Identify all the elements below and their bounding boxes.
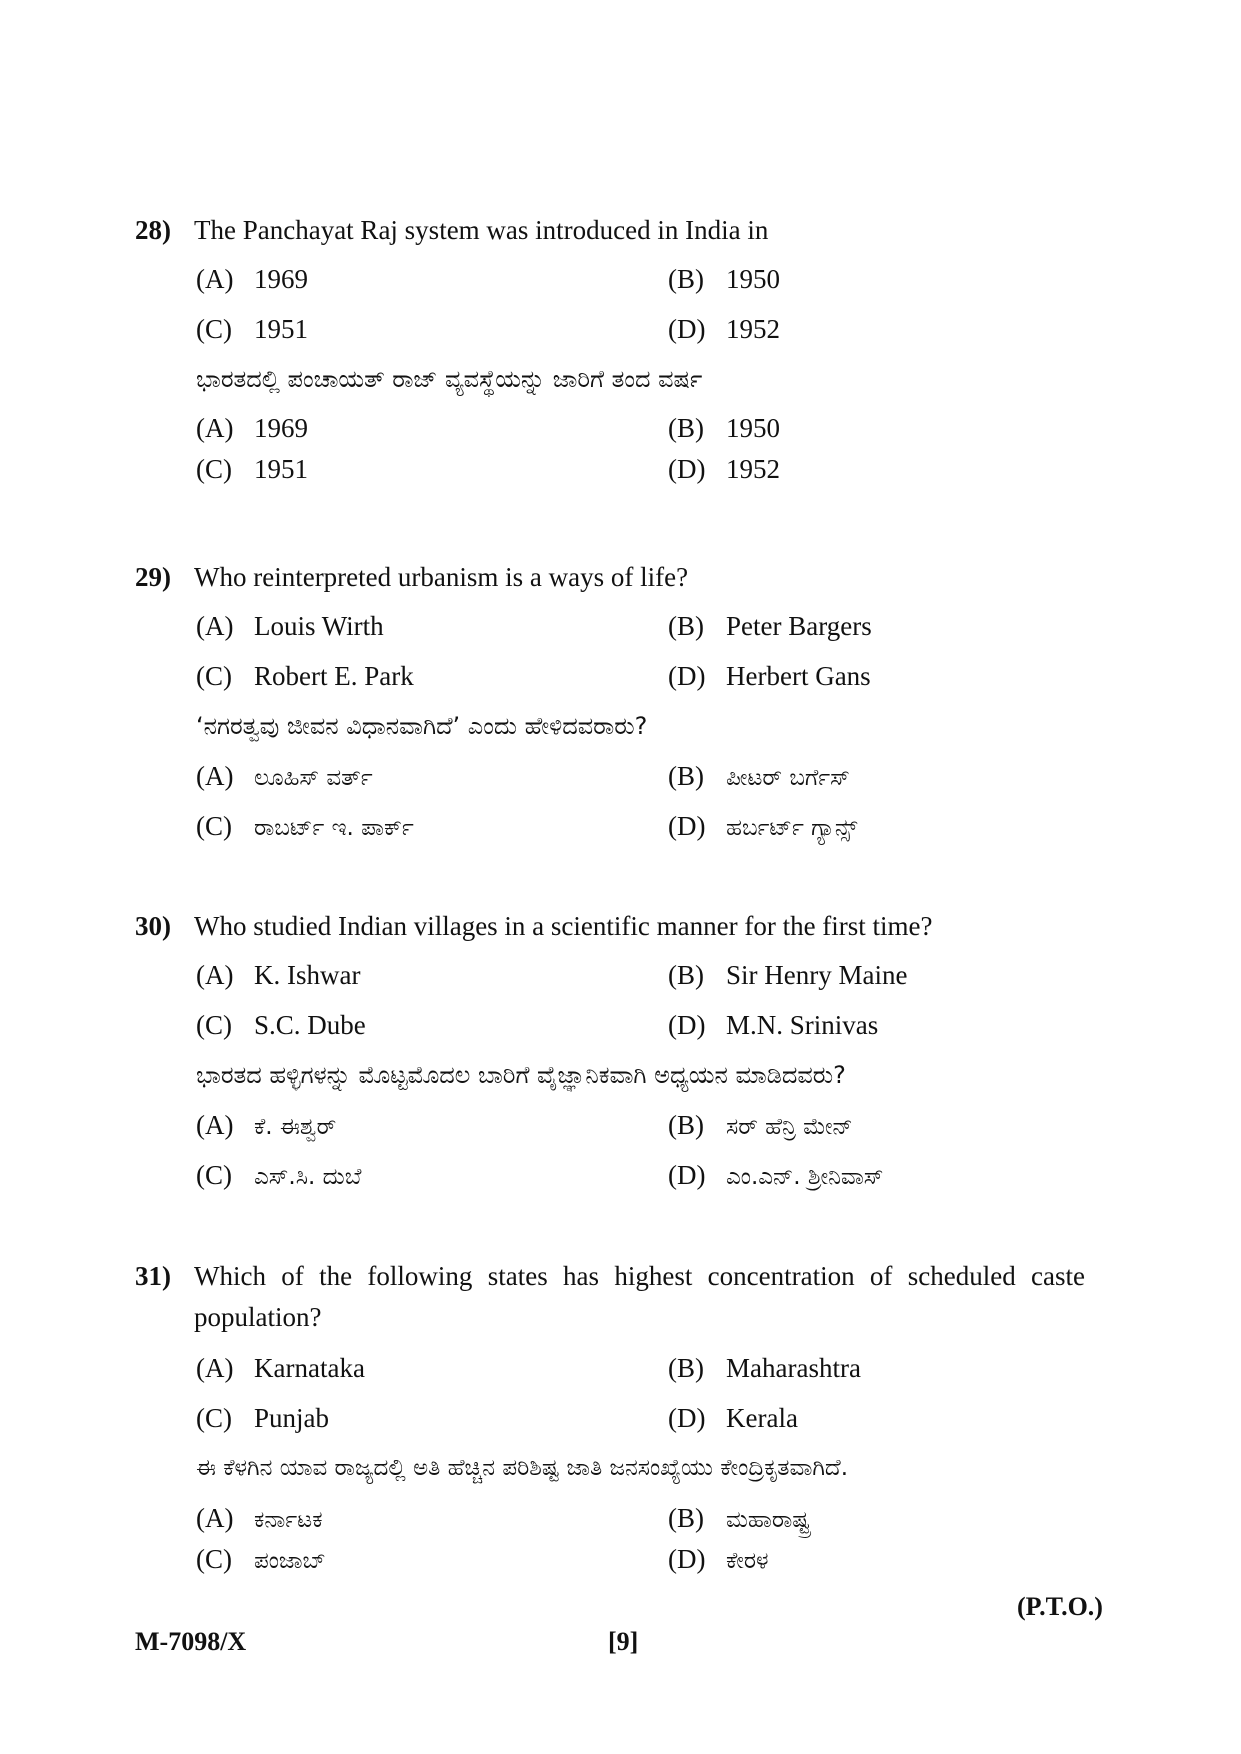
kannada-option-d: (D) ಎಂ.ಎನ್. ಶ್ರೀನಿವಾಸ್ — [668, 1160, 884, 1190]
option-b: (B) Maharashtra — [668, 1353, 861, 1383]
option-a: (A) Karnataka — [196, 1353, 365, 1383]
option-d: (D) Kerala — [668, 1403, 798, 1433]
question-text: The Panchayat Raj system was introduced in India in — [194, 215, 769, 245]
kannada-option-b: (B) ಸರ್ ಹೆನ್ರಿ ಮೇನ್ — [668, 1110, 853, 1140]
option-d: (D) M.N. Srinivas — [668, 1010, 879, 1040]
question-28 — [135, 213, 768, 247]
question-text: Which of the following states has highest concentration of scheduled caste population? — [194, 1261, 1085, 1332]
kannada-option-a: (A) ಕೆ. ಈಶ್ವರ್ — [196, 1110, 337, 1140]
kannada-question-text: ‘ನಗರತ್ವವು ಜೀವನ ವಿಧಾನವಾಗಿದೆ’ ಎಂದು ಹೇಳಿದವರಾರು? — [196, 712, 648, 740]
question-text: Who studied Indian villages in a scientific manner for the first time? — [194, 911, 933, 941]
option-b: (B) Sir Henry Maine — [668, 960, 908, 990]
paper-code: M-7098/X — [135, 1627, 247, 1656]
kannada-option-c: (C) ಪಂಜಾಬ್ — [196, 1544, 326, 1574]
option-d: (D) 1952 — [668, 314, 780, 344]
kannada-option-a: (A) ಕರ್ನಾಟಕ — [196, 1503, 323, 1533]
page-number: [9] — [608, 1627, 639, 1656]
kannada-option-c: (C) 1951 — [196, 454, 308, 484]
option-a: (A) K. Ishwar — [196, 960, 361, 990]
option-b: (B) Peter Bargers — [668, 611, 872, 641]
question-29 — [135, 560, 688, 594]
pto-note: (P.T.O.) — [1017, 1592, 1103, 1621]
kannada-option-d: (D) ಕೇರಳ — [668, 1544, 769, 1574]
question-number: 29) — [135, 562, 171, 592]
question-31 — [135, 1256, 1085, 1338]
kannada-option-b: (B) ಮಹಾರಾಷ್ಟ್ರ — [668, 1503, 811, 1533]
option-b: (B) 1950 — [668, 264, 780, 294]
kannada-option-c: (C) ಎಸ್.ಸಿ. ದುಬೆ — [196, 1160, 362, 1190]
option-c: (C) 1951 — [196, 314, 308, 344]
option-c: (C) Robert E. Park — [196, 661, 414, 691]
kannada-option-d: (D) ಹರ್ಬರ್ಟ್ ಗ್ಯಾನ್ಸ್ — [668, 811, 858, 841]
kannada-question-text: ಭಾರತದ ಹಳ್ಳಿಗಳನ್ನು ಮೊಟ್ಟಮೊದಲ ಬಾರಿಗೆ ವೈಜ್ಞಾನಿಕವಾಗಿ ಅಧ್ಯಯನ ಮಾಡಿದವರು? — [196, 1061, 846, 1089]
kannada-option-d: (D) 1952 — [668, 454, 780, 484]
option-a: (A) 1969 — [196, 264, 308, 294]
kannada-option-a: (A) 1969 — [196, 413, 308, 443]
option-c: (C) Punjab — [196, 1403, 330, 1433]
option-a: (A) Louis Wirth — [196, 611, 384, 641]
kannada-question-text: ಈ ಕೆಳಗಿನ ಯಾವ ರಾಜ್ಯದಲ್ಲಿ ಅತಿ ಹೆಚ್ಚಿನ ಪರಿಶಿಷ್ಟ ಜಾತಿ ಜನಸಂಖ್ಯೆಯು ಕೇಂದ್ರಿಕೃತವಾಗಿದೆ. — [196, 1455, 849, 1481]
option-c: (C) S.C. Dube — [196, 1010, 366, 1040]
kannada-option-b: (B) ಪೀಟರ್ ಬರ್ಗೆಸ್ — [668, 761, 850, 791]
question-text: Who reinterpreted urbanism is a ways of life? — [194, 562, 689, 592]
kannada-question-text: ಭಾರತದಲ್ಲಿ ಪಂಚಾಯತ್ ರಾಜ್ ವ್ಯವಸ್ಥೆಯನ್ನು ಜಾರಿಗೆ ತಂದ ವರ್ಷ — [196, 365, 703, 393]
question-number: 28) — [135, 215, 171, 245]
option-d: (D) Herbert Gans — [668, 661, 871, 691]
kannada-option-c: (C) ರಾಬರ್ಟ್ ಇ. ಪಾರ್ಕ್ — [196, 811, 414, 841]
question-30 — [135, 909, 933, 943]
question-number: 31) — [135, 1261, 171, 1291]
question-number: 30) — [135, 911, 171, 941]
kannada-option-a: (A) ಲೂಹಿಸ್ ವರ್ತ್ — [196, 761, 373, 791]
kannada-option-b: (B) 1950 — [668, 413, 780, 443]
